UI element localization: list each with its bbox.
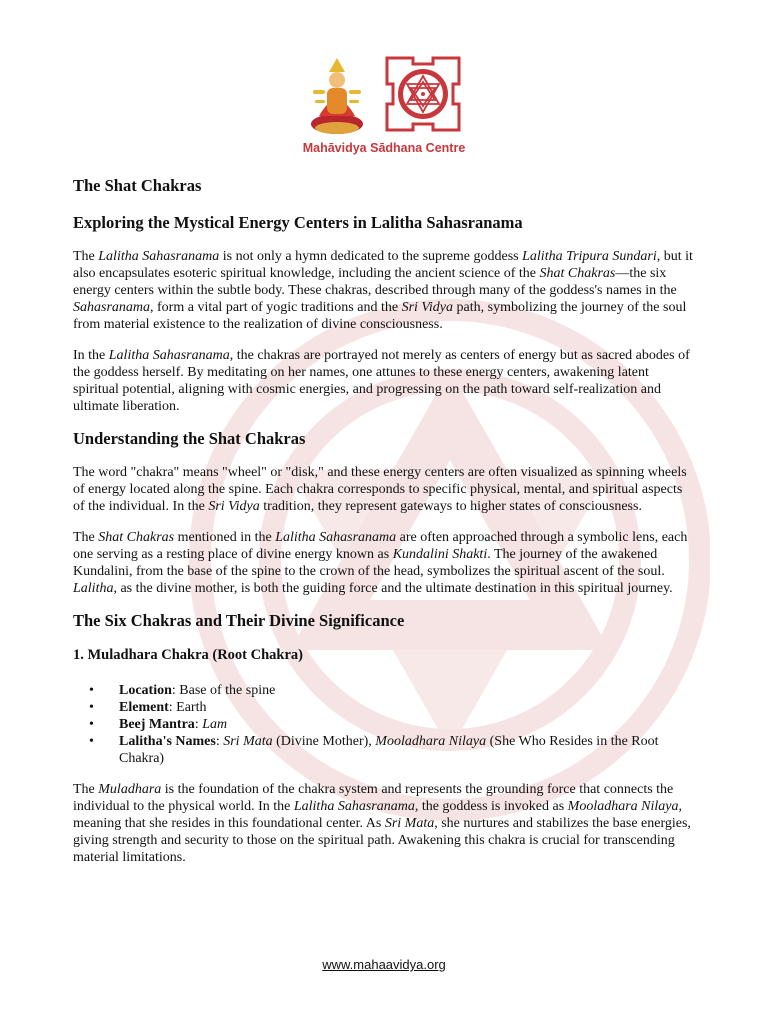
intro-paragraph-1 (73, 248, 693, 333)
bullet-icon: • (89, 700, 94, 715)
page-subtitle: Exploring the Mystical Energy Centers in Lalitha Sahasranama (73, 213, 523, 232)
text-run: , but it also encapsulates esoteric spiritual knowledge, including the ancient science of the (73, 249, 693, 281)
muladhara-paragraph (73, 781, 693, 866)
text-run: The (73, 530, 99, 545)
six-chakras-heading: The Six Chakras and Their Divine Significance (73, 611, 405, 630)
italic-term: Lam (202, 717, 228, 732)
italic-term: Sri Mata (384, 816, 435, 831)
italic-term: Sri Vidya (401, 300, 454, 315)
text-run: , the chakras are portrayed not merely as centers of energy but as sacred abodes of the goddess herself. By meditating on her names, one attunes to these energy centers, awakening latent spiritual potential, aligning with cosmic energies, and progressing on the path toward self-realization and ultimate liberation. (73, 348, 690, 414)
text-run: are often approached through a symbolic lens, each one serving as a resting place of divine energy known as (73, 530, 688, 562)
text-run: The (73, 249, 99, 264)
text-run: . The journey of the awakened Kundalini, from the base of the spine to the crown of the head, symbolizes the spiritual ascent of the soul. (73, 547, 665, 579)
bullet-icon: • (89, 717, 94, 732)
italic-term: Mooladhara Nilaya (567, 799, 679, 814)
goddess-logo-icon (305, 54, 369, 136)
page-title: The Shat Chakras (73, 176, 202, 195)
sri-yantra-logo-icon (383, 54, 463, 134)
website-link[interactable]: www.mahaavidya.org (322, 957, 446, 972)
text-run: : (215, 734, 224, 749)
text-run: , meaning that she resides in this foundational center. As (73, 799, 682, 831)
list-item (73, 733, 693, 767)
understanding-paragraph-2 (73, 529, 693, 597)
footer (0, 957, 768, 972)
text-run: , form a vital part of yogic traditions and the (150, 300, 402, 315)
text-run: , as the divine mother, is both the guiding force and the ultimate destination in this spiritual journey. (113, 581, 673, 596)
text-run: is not only a hymn dedicated to the supreme goddess (219, 249, 523, 264)
text-run: , the goddess is invoked as (414, 799, 568, 814)
intro-paragraph-2 (73, 347, 693, 415)
centre-name: Mahāvidya Sādhana Centre (302, 141, 466, 155)
bold-label: Location (119, 683, 172, 698)
italic-term: Lalitha Sahasranama (275, 530, 397, 545)
list-item (73, 699, 693, 716)
bullet-icon: • (89, 683, 94, 698)
bullet-icon: • (89, 734, 94, 749)
header-logos (0, 54, 768, 136)
text-run: The (73, 782, 99, 797)
italic-term: Mooladhara Nilaya (375, 734, 487, 749)
text-run: : (194, 717, 203, 732)
muladhara-heading: 1. Muladhara Chakra (Root Chakra) (73, 647, 303, 663)
text-run: (Divine Mother), (272, 734, 376, 749)
text-run: mentioned in the (174, 530, 276, 545)
italic-term: Lalitha (73, 581, 114, 596)
text-run: (She Who Resides in the Root Chakra) (119, 734, 659, 766)
understanding-heading: Understanding the Shat Chakras (73, 429, 306, 448)
text-run: The word "chakra" means "wheel" or "disk," and these energy centers are often visualized as spinning wheels of energy located along the spine. Each chakra corresponds to specific physical, mental, and spiritual aspects of the individual. In the (73, 465, 687, 514)
italic-term: Lalitha Sahasranama (108, 348, 230, 363)
text-run: tradition, they represent gateways to higher states of consciousness. (259, 499, 642, 514)
text-run: , she nurtures and stabilizes the base energies, giving strength and security to those on the spiritual path. Awakening this chakra is crucial for transcending material limitations. (73, 816, 691, 865)
italic-term: Kundalini Shakti (392, 547, 488, 562)
italic-term: Shat Chakras (539, 266, 616, 281)
text-run: In the (73, 348, 109, 363)
bold-label: Lalitha's Names (119, 734, 216, 749)
muladhara-list (73, 682, 693, 767)
italic-term: Lalitha Tripura Sundari (522, 249, 657, 264)
italic-term: Lalitha Sahasranama (293, 799, 415, 814)
text-run: : Base of the spine (171, 683, 276, 698)
bold-label: Element (119, 700, 169, 715)
text-run: —the six energy centers within the subtle body. These chakras, described through many of the goddess's names in the (73, 266, 677, 298)
article-content (73, 176, 693, 880)
text-run: is the foundation of the chakra system and represents the grounding force that connects the individual to the physical world. In the (73, 782, 674, 814)
italic-term: Muladhara (98, 782, 162, 797)
understanding-paragraph-1 (73, 464, 693, 515)
italic-term: Sri Vidya (208, 499, 260, 514)
list-item (73, 682, 693, 699)
text-run: path, symbolizing the journey of the soul from material existence to the realization of divine consciousness. (73, 300, 687, 332)
list-item (73, 716, 693, 733)
italic-term: Lalitha Sahasranama (98, 249, 220, 264)
bold-label: Beej Mantra (119, 717, 195, 732)
text-run: : Earth (168, 700, 207, 715)
italic-term: Sahasranama (73, 300, 151, 315)
italic-term: Sri Mata (223, 734, 273, 749)
italic-term: Shat Chakras (98, 530, 175, 545)
